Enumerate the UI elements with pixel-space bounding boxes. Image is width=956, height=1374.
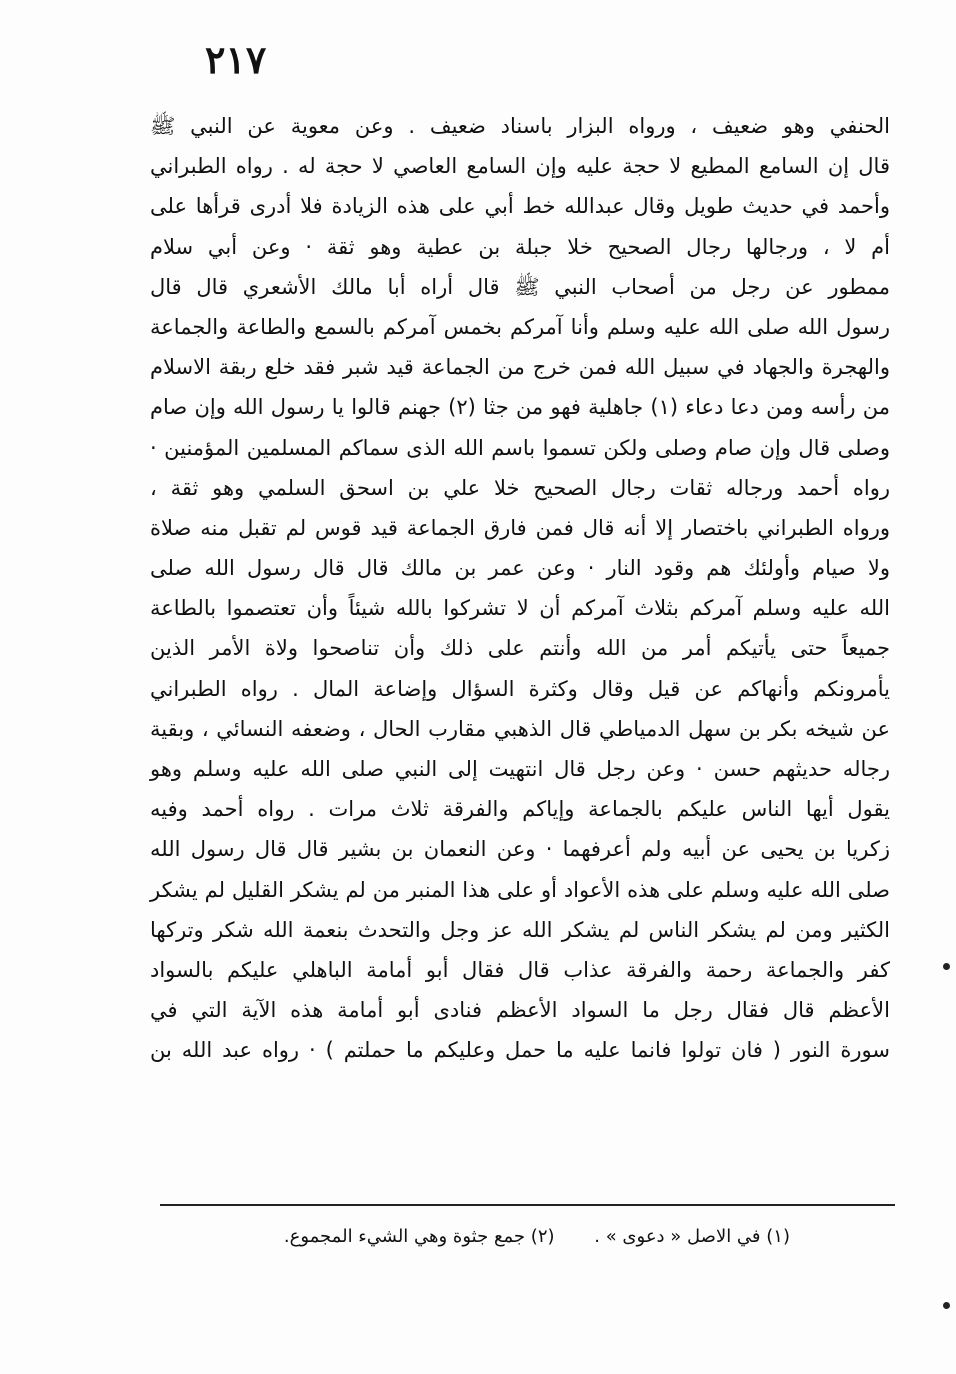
footnote-divider xyxy=(160,1204,895,1206)
text-line: جميعاً حتى يأتيكم أمر من الله وأنتم على ذلك وأن تناصحوا ولاة الأمر الذين xyxy=(150,636,890,661)
text-line: يقول أيها الناس عليكم بالجماعة وإياكم والفرقة ثلاث مرات . رواه أحمد وفيه xyxy=(150,797,890,822)
text-line: أم لا ، ورجالها رجال الصحيح خلا جبلة بن عطية وهو ثقة · وعن أبي سلام xyxy=(150,234,890,259)
text-line: عن شيخه بكر بن سهل الدمياطي قال الذهبي مقارب الحال ، وضعفه النسائي ، وبقية xyxy=(150,716,890,741)
footnote-1: (١) في الاصل « دعوى » . xyxy=(594,1226,790,1247)
text-line: ورواه الطبراني باختصار إلا أنه قال فمن فارق الجماعة قيد قوس لم تقبل منه صلاة xyxy=(150,515,890,540)
text-line: من رأسه ومن دعا دعاء (١) جاهلية فهو من جثا (٢) جهنم قالوا يا رسول الله وإن صام xyxy=(150,395,890,420)
text-line: ولا صيام وأولئك هم وقود النار · وعن عمر بن مالك قال قال رسول الله صلى xyxy=(150,556,890,581)
footnotes xyxy=(250,1220,790,1254)
text-line: يأمرونكم وأنهاكم عن قيل وقال وكثرة السؤال وإضاعة المال . رواه الطبراني xyxy=(150,676,890,701)
footnote-2: (٢) جمع جثوة وهي الشيء المجموع. xyxy=(283,1226,555,1247)
text-line: كفر والجماعة رحمة والفرقة عذاب قال فقال أبو أمامة الباهلي عليكم بالسواد xyxy=(150,957,890,982)
text-line: صلى الله عليه وسلم على هذه الأعواد أو على هذا المنبر من لم يشكر القليل لم يشكر xyxy=(150,877,890,902)
scan-speck xyxy=(943,1302,950,1309)
text-line: الكثير ومن لم يشكر الناس لم يشكر الله عز وجل والتحدث بنعمة الله شكر وتركها xyxy=(150,917,890,942)
text-line: رواه أحمد ورجاله ثقات رجال الصحيح خلا علي بن اسحق السلمي وهو ثقة ، xyxy=(150,475,890,500)
text-line: زكريا بن يحيى عن أبيه ولم أعرفهما · وعن النعمان بن بشير قال قال رسول الله xyxy=(150,837,890,862)
scan-speck xyxy=(943,963,950,970)
text-line: وأحمد في حديث طويل وقال عبدالله خط أبي على هذه الزيادة فلا أدرى قرأها على xyxy=(150,194,890,219)
text-line: الحنفي وهو ضعيف ، ورواه البزار باسناد ضعيف . وعن معوية عن النبي ﷺ xyxy=(150,114,890,138)
text-line: رسول الله صلى الله عليه وسلم وأنا آمركم بخمس آمركم بالسمع والطاعة والجماعة xyxy=(150,314,890,339)
text-line: وصلى قال وإن صام وصلى ولكن تسموا باسم الله الذى سماكم المسلمين المؤمنين · xyxy=(150,435,890,460)
page-number: ٢١٧ xyxy=(205,37,267,82)
text-line: رجاله حديثهم حسن · وعن رجل قال انتهيت إلى النبي صلى الله عليه وسلم وهو xyxy=(150,757,890,781)
text-line: الله عليه وسلم آمركم بثلاث آمركم أن لا تشركوا بالله شيئاً وأن تعتصموا بالطاعة xyxy=(150,596,890,621)
text-line: الأعظم قال فقال رجل ما السواد الأعظم فنادى أبو أمامة هذه الآية التي في xyxy=(150,998,890,1023)
text-line: ممطور عن رجل من أصحاب النبي ﷺ قال أراه أبا مالك الأشعري قال قال xyxy=(150,274,890,299)
text-line: قال إن السامع المطيع لا حجة عليه وإن السامع العاصي لا حجة له . رواه الطبراني xyxy=(150,154,890,179)
text-line: سورة النور ( فان تولوا فانما عليه ما حمل وعليكم ما حملتم ) · رواه عبد الله بن xyxy=(150,1038,890,1063)
body-text xyxy=(150,106,890,1071)
text-line: والهجرة والجهاد في سبيل الله فمن خرج من الجماعة قيد شبر فقد خلع ربقة الاسلام xyxy=(150,355,890,380)
